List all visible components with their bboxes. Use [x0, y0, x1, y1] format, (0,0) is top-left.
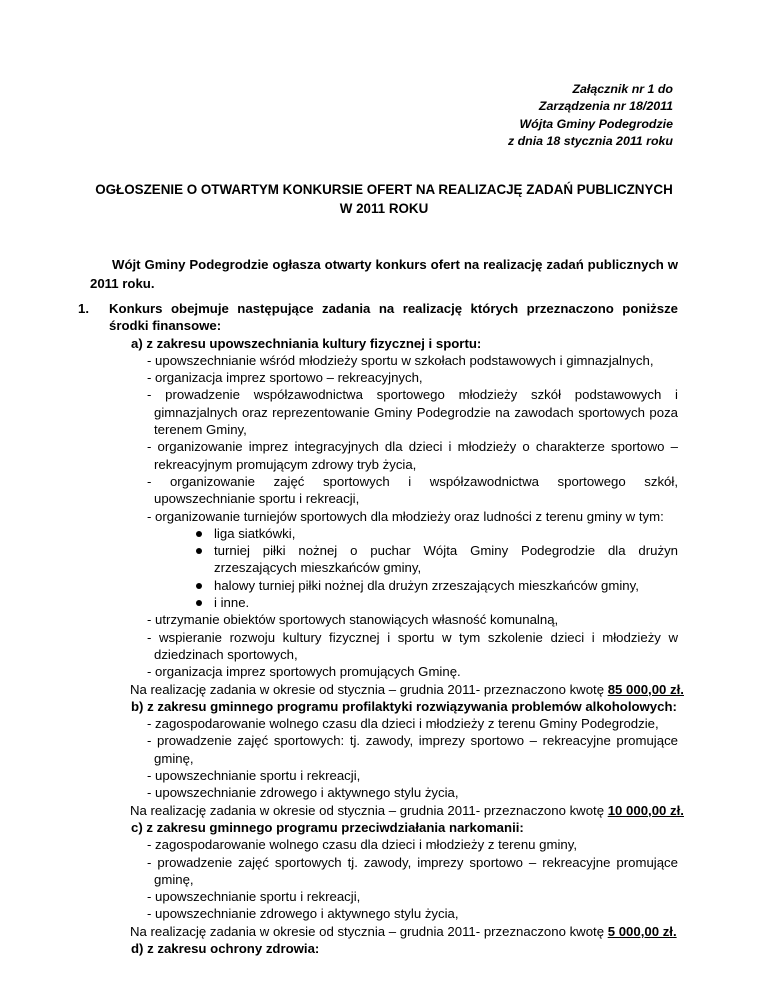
annex-line-3: Wójta Gminy Podegrodzie: [519, 116, 673, 131]
allocation-amount: 10 000,00 zł.: [607, 802, 684, 818]
bullet-item: [196, 525, 678, 542]
bullet-text: i inne.: [214, 595, 250, 611]
list-item: - organizowanie imprez integracyjnych dla dzieci i młodzieży o charakterze sportowo – rekreacyjnym promującym zdrowy tryb życia,: [147, 439, 678, 472]
allocation-text: Na realizację zadania w okresie od stycznia – grudnia 2011- przeznaczono kwotę: [130, 681, 608, 697]
allocation-c: [130, 923, 678, 940]
section-1: [78, 300, 684, 957]
list-item: - upowszechnianie zdrowego i aktywnego stylu życia,: [147, 906, 459, 922]
subsection-d-heading: d) z zakresu ochrony zdrowia:: [131, 940, 320, 956]
allocation-text: Na realizację zadania w okresie od stycznia – grudnia 2011- przeznaczono kwotę: [130, 802, 608, 818]
bullet-item: [196, 577, 678, 594]
bullet-dot-icon: [196, 531, 202, 537]
document-title: [0, 180, 768, 218]
allocation-amount: 85 000,00 zł.: [607, 681, 684, 697]
list-item: - upowszechnianie wśród młodzieży sportu w szkołach podstawowych i gimnazjalnych,: [147, 352, 654, 368]
title-line-2: W 2011 ROKU: [339, 201, 429, 216]
list-item: - prowadzenie zajęć sportowych: tj. zawody, imprezy sportowo – rekreacyjne promujące gminę,: [147, 733, 678, 766]
bullet-list: [196, 525, 678, 611]
subsection-c-heading: c) z zakresu gminnego programu przeciwdziałania narkomanii:: [131, 819, 524, 835]
bullet-text: turniej piłki nożnej o puchar Wójta Gminy Podegrodzie dla drużyn zrzeszających mieszkańców gminy,: [214, 543, 678, 576]
list-item: - organizacja imprez sportowo – rekreacyjnych,: [147, 370, 423, 386]
allocation-amount: 5 000,00 zł.: [607, 923, 677, 939]
allocation-text: Na realizację zadania w okresie od stycznia – grudnia 2011- przeznaczono kwotę: [130, 923, 608, 939]
subsection-a-heading: a) z zakresu upowszechniania kultury fizycznej i sportu:: [131, 335, 482, 351]
list-item: - organizacja imprez sportowych promujących Gminę.: [147, 664, 461, 680]
section-heading: Konkurs obejmuje następujące zadania na realizację których przeznaczono poniższe środki finansowe:: [109, 301, 678, 334]
list-item: - zagospodarowanie wolnego czasu dla dzieci i młodzieży z terenu Gminy Podegrodzie,: [147, 716, 659, 732]
list-item: - organizowanie zajęć sportowych i współzawodnictwa sportowego szkół, upowszechnianie sportu i rekreacji,: [147, 473, 678, 507]
allocation-a: [130, 681, 684, 698]
allocation-b: [130, 802, 684, 819]
list-item: - wspieranie rozwoju kultury fizycznej i sportu w tym szkolenie dzieci i młodzieży w dziedzinach sportowych,: [147, 629, 678, 662]
bullet-text: liga siatkówki,: [214, 525, 296, 541]
list-item: - prowadzenie współzawodnictwa sportowego młodzieży szkół podstawowych i gimnazjalnych oraz reprezentowanie Gminy Podegrodzie na zawodach sportowych poza terenem Gminy,: [147, 387, 678, 438]
bullet-item: [196, 594, 678, 611]
list-item: - upowszechnianie zdrowego i aktywnego stylu życia,: [147, 785, 459, 801]
list-item: - upowszechnianie sportu i rekreacji,: [147, 889, 361, 905]
list-item: - prowadzenie zajęć sportowych tj. zawody, imprezy sportowo – rekreacyjne promujące gminę,: [147, 854, 678, 887]
title-line-1: OGŁOSZENIE O OTWARTYM KONKURSIE OFERT NA REALIZACJĘ ZADAŃ PUBLICZNYCH: [95, 182, 673, 197]
list-item: - zagospodarowanie wolnego czasu dla dzieci i młodzieży z terenu gminy,: [147, 837, 578, 853]
annex-line-4: z dnia 18 stycznia 2011 roku: [507, 134, 673, 149]
bullet-dot-icon: [196, 548, 202, 554]
intro-paragraph: Wójt Gminy Podegrodzie ogłasza otwarty konkurs ofert na realizację zadań publicznych w 2011 roku.: [90, 257, 678, 291]
annex-header: [508, 81, 673, 151]
bullet-dot-icon: [196, 583, 202, 589]
list-item: - upowszechnianie sportu i rekreacji,: [147, 768, 361, 784]
subsection-b-heading: b) z zakresu gminnego programu profilaktyki rozwiązywania problemów alkoholowych:: [131, 698, 677, 714]
annex-line-1: Załącznik nr 1 do: [572, 82, 673, 96]
section-number: 1.: [78, 301, 89, 316]
annex-line-2: Zarządzenia nr 18/2011: [538, 99, 673, 114]
bullet-text: halowy turniej piłki nożnej dla drużyn zrzeszających mieszkańców gminy,: [214, 577, 639, 593]
list-item: - organizowanie turniejów sportowych dla młodzieży oraz ludności z terenu gminy w tym:: [147, 508, 664, 524]
bullet-item: [196, 542, 678, 577]
bullet-dot-icon: [196, 600, 202, 606]
list-item: - utrzymanie obiektów sportowych stanowiących własność komunalną,: [147, 612, 559, 628]
